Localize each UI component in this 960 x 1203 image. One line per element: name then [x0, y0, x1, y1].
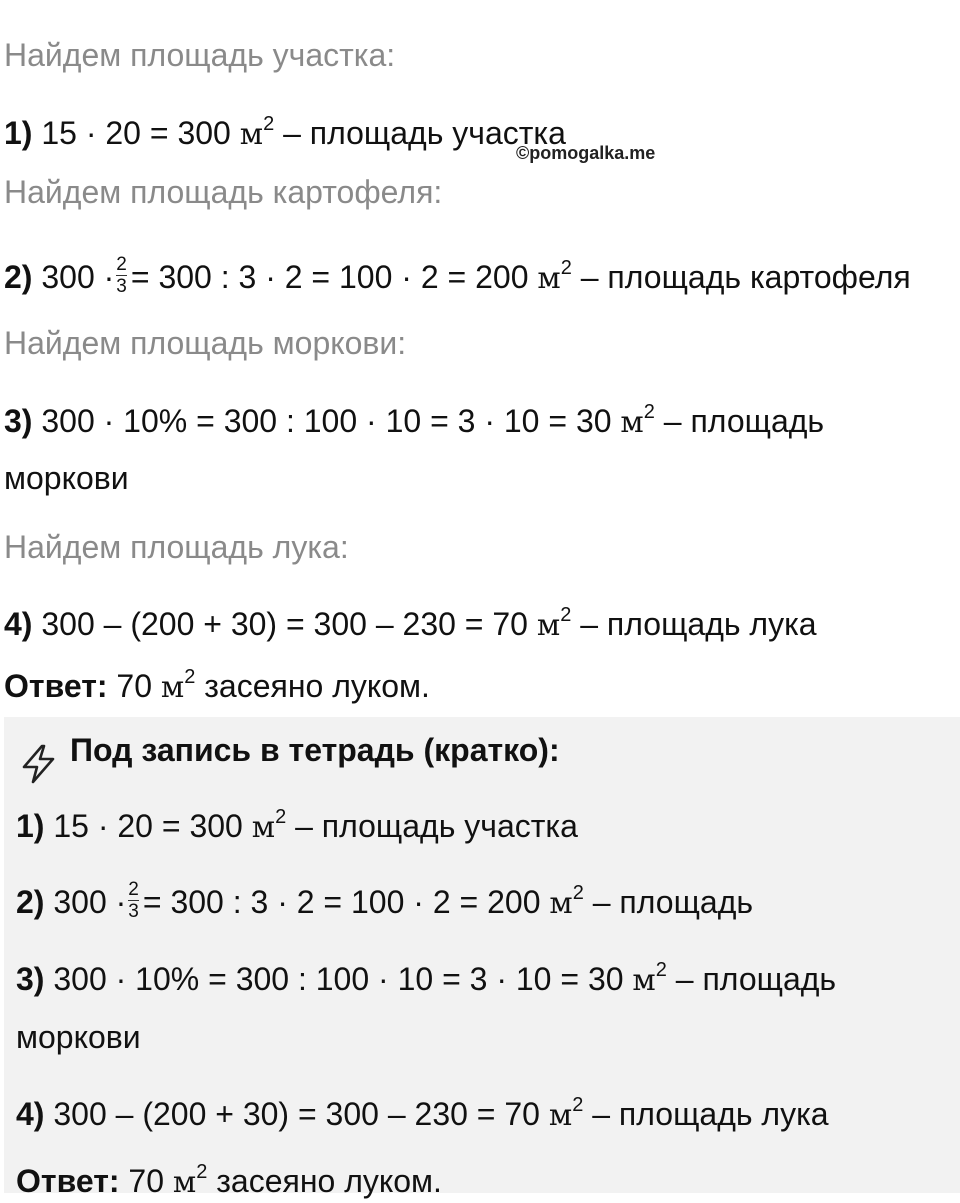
- notebook-summary-box: [4, 717, 960, 1200]
- fraction: $\frac{2}{3}$: [116, 253, 127, 297]
- summary-step-3-continuation: моркови: [16, 1019, 141, 1055]
- watermark: ©pomogalka.me: [516, 143, 656, 163]
- step-description: – площадь участка: [295, 808, 578, 844]
- unit-square-meters: $м^2$: [537, 257, 572, 296]
- step-expression-prefix: 300 ·: [41, 259, 115, 295]
- summary-step-4: [16, 1085, 829, 1136]
- step-number: 2): [16, 884, 45, 920]
- answer-description: засеяно луком.: [216, 1163, 442, 1199]
- step-number: 1): [4, 115, 33, 151]
- hint-area-potato: Найдем площадь картофеля:: [4, 174, 443, 210]
- step-description: – площадь: [663, 403, 825, 439]
- step-1: [4, 104, 566, 155]
- answer-label: Ответ:: [4, 668, 108, 704]
- summary-answer: [16, 1152, 442, 1203]
- step-description: – площадь участка: [283, 115, 566, 151]
- lightning-icon: [18, 743, 60, 785]
- unit-square-meters: $м^2$: [160, 666, 196, 705]
- step-number: 4): [16, 1096, 45, 1132]
- step-expression: 15 · 20 = 300: [53, 808, 243, 844]
- step-number: 4): [4, 606, 33, 642]
- step-description: – площадь: [592, 884, 754, 920]
- step-number: 3): [4, 403, 33, 439]
- step-expression: 300 – (200 + 30) = 300 – 230 = 70: [41, 606, 528, 642]
- step-number: 1): [16, 808, 45, 844]
- answer-label: Ответ:: [16, 1163, 120, 1199]
- step-3: [4, 392, 824, 443]
- step-expression: 300 · 10% = 300 : 100 · 10 = 3 · 10 = 30: [41, 403, 612, 439]
- step-description: – площадь лука: [580, 606, 817, 642]
- step-expression: = 300 : 3 · 2 = 100 · 2 = 200: [130, 259, 529, 295]
- fraction: $\frac{2}{3}$: [128, 878, 139, 922]
- step-expression: 300 – (200 + 30) = 300 – 230 = 70: [53, 1096, 540, 1132]
- step-description: – площадь картофеля: [580, 259, 911, 295]
- step-3-continuation: моркови: [4, 460, 129, 496]
- step-description: – площадь: [675, 961, 837, 997]
- answer-description: засеяно луком.: [204, 668, 430, 704]
- summary-title: Под запись в тетрадь (кратко):: [70, 732, 560, 768]
- step-expression-prefix: 300 ·: [53, 884, 127, 920]
- step-expression: 15 · 20 = 300: [41, 115, 231, 151]
- step-number: 2): [4, 259, 33, 295]
- answer-value: 70: [116, 668, 152, 704]
- hint-area-onion: Найдем площадь лука:: [4, 529, 349, 565]
- summary-step-1: [16, 797, 578, 848]
- unit-square-meters: $м^2$: [548, 1094, 584, 1133]
- unit-square-meters: $м^2$: [620, 401, 655, 440]
- step-description: – площадь лука: [592, 1096, 829, 1132]
- step-4: [4, 595, 817, 646]
- step-expression: = 300 : 3 · 2 = 100 · 2 = 200: [142, 884, 541, 920]
- unit-square-meters: $м^2$: [549, 882, 584, 921]
- step-2: [4, 248, 911, 301]
- unit-square-meters: $м^2$: [632, 959, 667, 998]
- step-number: 3): [16, 961, 45, 997]
- answer-value: 70: [128, 1163, 164, 1199]
- hint-area-carrot: Найдем площадь моркови:: [4, 325, 407, 361]
- unit-square-meters: $м^2$: [172, 1161, 208, 1200]
- unit-square-meters: $м^2$: [239, 113, 275, 152]
- summary-step-3: [16, 950, 836, 1001]
- unit-square-meters: $м^2$: [251, 806, 287, 845]
- step-expression: 300 · 10% = 300 : 100 · 10 = 3 · 10 = 30: [53, 961, 624, 997]
- summary-step-2: [16, 873, 753, 926]
- hint-area-plot: Найдем площадь участка:: [4, 37, 396, 73]
- unit-square-meters: $м^2$: [536, 604, 572, 643]
- answer: [4, 657, 430, 708]
